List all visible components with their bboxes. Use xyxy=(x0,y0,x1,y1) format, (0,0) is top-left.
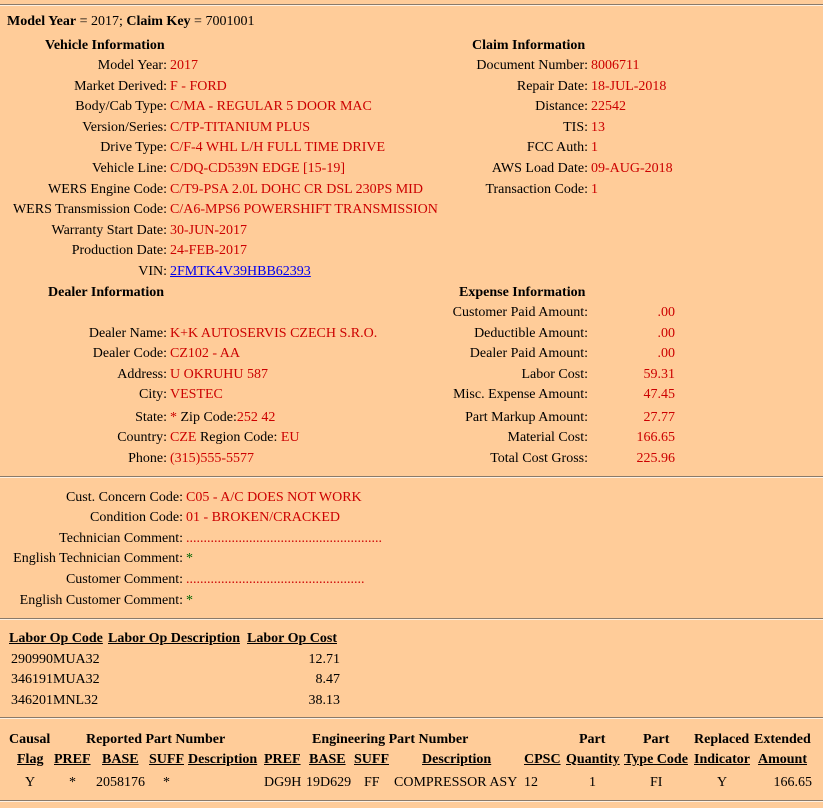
eng-tech-comment-label: English Technician Comment: xyxy=(13,551,183,566)
condition-value: 01 - BROKEN/CRACKED xyxy=(186,510,341,525)
zip-value: 252 42 xyxy=(236,410,276,425)
zip-label: Zip Code: xyxy=(180,410,237,425)
labor-header-desc: Labor Op Description xyxy=(108,631,240,646)
expense-field-label: Customer Paid Amount: xyxy=(452,305,588,320)
part-quantity: 1 xyxy=(589,775,596,790)
vehicle-field-value: 2017 xyxy=(170,58,198,73)
cust-comment-value: ................................................... xyxy=(186,572,365,587)
state-label: State: xyxy=(135,410,167,425)
expense-field-value: .00 xyxy=(657,326,675,341)
expense-field-label: Misc. Expense Amount: xyxy=(453,387,588,402)
expense-field-value: 27.77 xyxy=(643,410,675,425)
parts-header-cpsc: CPSC xyxy=(524,752,561,767)
claim-key-label: Claim Key xyxy=(126,14,191,29)
vehicle-field-value: 30-JUN-2017 xyxy=(170,223,247,238)
country-label: Country: xyxy=(117,430,167,445)
expense-field-label: Part Markup Amount: xyxy=(465,410,588,425)
expense-field-value: 59.31 xyxy=(643,367,675,382)
dealer-name-value: K+K AUTOSERVIS CZECH S.R.O. xyxy=(170,326,378,341)
dealer-info-title: Dealer Information xyxy=(48,285,164,300)
labor-op-code: 290990MUA32 xyxy=(11,652,100,667)
parts-header-type-code: Type Code xyxy=(624,752,688,767)
country-region-line xyxy=(170,429,300,446)
part-amount: 166.65 xyxy=(773,775,812,790)
region-value: EU xyxy=(280,430,300,445)
expense-field-label: Material Cost: xyxy=(507,430,588,445)
part-eng-pref: DG9H xyxy=(264,775,302,790)
vehicle-field-value: F - FORD xyxy=(170,79,227,94)
part-base: 2058176 xyxy=(96,775,145,790)
vehicle-field-label: Warranty Start Date: xyxy=(51,223,167,238)
vehicle-field-value: C/DQ-CD539N EDGE [15-19] xyxy=(170,161,345,176)
phone-label: Phone: xyxy=(128,451,167,466)
condition-label: Condition Code: xyxy=(90,510,183,525)
eng-cust-comment-value: * xyxy=(186,593,193,608)
parts-header-causal: Causal xyxy=(9,732,51,747)
vehicle-field-value: C/F-4 WHL L/H FULL TIME DRIVE xyxy=(170,140,386,155)
part-suff: * xyxy=(163,775,170,790)
claim-field-label: Distance: xyxy=(535,99,588,114)
parts-header-extended: Extended xyxy=(754,732,811,747)
region-label: Region Code: xyxy=(199,430,278,445)
labor-op-code: 346201MNL32 xyxy=(11,693,99,708)
vehicle-field-value: C/A6-MPS6 POWERSHIFT TRANSMISSION xyxy=(170,202,438,217)
model-year-header-value: 2017 xyxy=(90,14,119,29)
claim-field-value: 1 xyxy=(591,140,598,155)
eng-cust-comment-label: English Customer Comment: xyxy=(19,593,183,608)
claim-field-label: Document Number: xyxy=(476,58,588,73)
vehicle-field-value: C/T9-PSA 2.0L DOHC CR DSL 230PS MID xyxy=(170,182,423,197)
divider xyxy=(0,717,823,719)
state-zip-line xyxy=(170,409,275,426)
part-eng-desc: COMPRESSOR ASY xyxy=(394,775,518,790)
vehicle-field-label: Vehicle Line: xyxy=(91,161,167,176)
claim-field-value: 09-AUG-2018 xyxy=(591,161,673,176)
cust-comment-label: Customer Comment: xyxy=(65,572,183,587)
parts-header-pref: PREF xyxy=(54,752,91,767)
dealer-name-label: Dealer Name: xyxy=(88,326,167,341)
vin-link[interactable]: 2FMTK4V39HBB62393 xyxy=(170,264,311,279)
vehicle-field-label: WERS Engine Code: xyxy=(48,182,167,197)
expense-field-value: 47.45 xyxy=(643,387,675,402)
part-eng-suff: FF xyxy=(364,775,380,790)
claim-key-value: 7001001 xyxy=(205,14,255,29)
tech-comment-value: ........................................................ xyxy=(186,531,382,546)
vehicle-field-label: Market Derived: xyxy=(74,79,167,94)
claim-field-value: 18-JUL-2018 xyxy=(591,79,667,94)
eng-tech-comment-value: * xyxy=(186,551,193,566)
country-value: CZE xyxy=(170,430,197,445)
labor-op-code: 346191MUA32 xyxy=(11,672,100,687)
labor-header-code: Labor Op Code xyxy=(9,631,103,646)
labor-header-cost: Labor Op Cost xyxy=(247,631,337,646)
expense-field-value: 166.65 xyxy=(636,430,675,445)
vehicle-info-title: Vehicle Information xyxy=(45,38,165,53)
parts-header-flag: Flag xyxy=(17,752,44,767)
parts-header-base: BASE xyxy=(102,752,139,767)
divider xyxy=(0,618,823,620)
claim-field-label: AWS Load Date: xyxy=(491,161,588,176)
parts-header-replaced: Replaced xyxy=(694,732,750,747)
city-label: City: xyxy=(138,387,167,402)
part-type-code: FI xyxy=(650,775,663,790)
vehicle-field-label: Drive Type: xyxy=(100,140,167,155)
parts-header-eng-desc: Description xyxy=(422,752,492,767)
vehicle-field-label: WERS Transmission Code: xyxy=(12,202,167,217)
vehicle-field-label: Body/Cab Type: xyxy=(75,99,167,114)
phone-value: (315)555-5577 xyxy=(170,451,254,466)
part-cpsc: 12 xyxy=(524,775,538,790)
parts-header-eng-base: BASE xyxy=(309,752,346,767)
concern-value: C05 - A/C DOES NOT WORK xyxy=(186,490,362,505)
part-pref: * xyxy=(69,775,76,790)
vin-label: VIN: xyxy=(138,264,167,279)
concern-label: Cust. Concern Code: xyxy=(65,490,183,505)
part-flag: Y xyxy=(25,775,36,790)
expense-field-label: Deductible Amount: xyxy=(474,326,588,341)
labor-op-cost: 8.47 xyxy=(315,672,340,687)
claim-field-value: 13 xyxy=(591,120,605,135)
labor-op-cost: 12.71 xyxy=(308,652,340,667)
claim-field-label: FCC Auth: xyxy=(526,140,588,155)
claim-field-value: 1 xyxy=(591,182,598,197)
claim-field-label: Transaction Code: xyxy=(485,182,588,197)
parts-header-quantity: Quantity xyxy=(566,752,620,767)
vehicle-field-value: C/TP-TITANIUM PLUS xyxy=(170,120,311,135)
vehicle-field-label: Production Date: xyxy=(71,243,167,258)
part-indicator: Y xyxy=(717,775,728,790)
claim-info-title: Claim Information xyxy=(472,38,586,53)
claim-field-value: 8006711 xyxy=(591,58,640,73)
state-value: * xyxy=(170,410,177,425)
expense-field-value: .00 xyxy=(657,346,675,361)
city-value: VESTEC xyxy=(170,387,223,402)
parts-header-amount: Amount xyxy=(758,752,808,767)
parts-header-desc: Description xyxy=(188,752,258,767)
parts-header-part1: Part xyxy=(579,732,606,747)
divider xyxy=(0,800,823,802)
address-value: U OKRUHU 587 xyxy=(170,367,268,382)
parts-header-eng-pref: PREF xyxy=(264,752,301,767)
parts-header-part2: Part xyxy=(643,732,670,747)
vehicle-field-value: 24-FEB-2017 xyxy=(170,243,247,258)
parts-header-indicator: Indicator xyxy=(694,752,750,767)
model-year-header-label: Model Year xyxy=(7,14,77,29)
dealer-code-label: Dealer Code: xyxy=(92,346,167,361)
parts-header-reported: Reported Part Number xyxy=(86,732,226,747)
claim-field-label: TIS: xyxy=(563,120,588,135)
divider xyxy=(0,4,823,6)
dealer-code-value: CZ102 - AA xyxy=(170,346,240,361)
divider xyxy=(0,476,823,478)
expense-info-title: Expense Information xyxy=(459,285,586,300)
claim-header: Model Year = 2017; Claim Key = 7001001 xyxy=(7,14,255,29)
expense-field-value: .00 xyxy=(657,305,675,320)
vehicle-field-value: C/MA - REGULAR 5 DOOR MAC xyxy=(170,99,372,114)
expense-field-label: Total Cost Gross: xyxy=(490,451,588,466)
claim-field-label: Repair Date: xyxy=(516,79,588,94)
expense-field-value: 225.96 xyxy=(636,451,675,466)
parts-header-suff: SUFF xyxy=(149,752,184,767)
address-label: Address: xyxy=(117,367,167,382)
tech-comment-label: Technician Comment: xyxy=(59,531,183,546)
expense-field-label: Labor Cost: xyxy=(521,367,588,382)
vehicle-field-label: Version/Series: xyxy=(82,120,167,135)
part-eng-base: 19D629 xyxy=(306,775,352,790)
parts-header-eng-suff: SUFF xyxy=(354,752,389,767)
parts-header-engineering: Engineering Part Number xyxy=(312,732,469,747)
labor-op-cost: 38.13 xyxy=(308,693,340,708)
expense-field-label: Dealer Paid Amount: xyxy=(469,346,588,361)
vehicle-field-label: Model Year: xyxy=(97,58,167,73)
claim-field-value: 22542 xyxy=(591,99,626,114)
